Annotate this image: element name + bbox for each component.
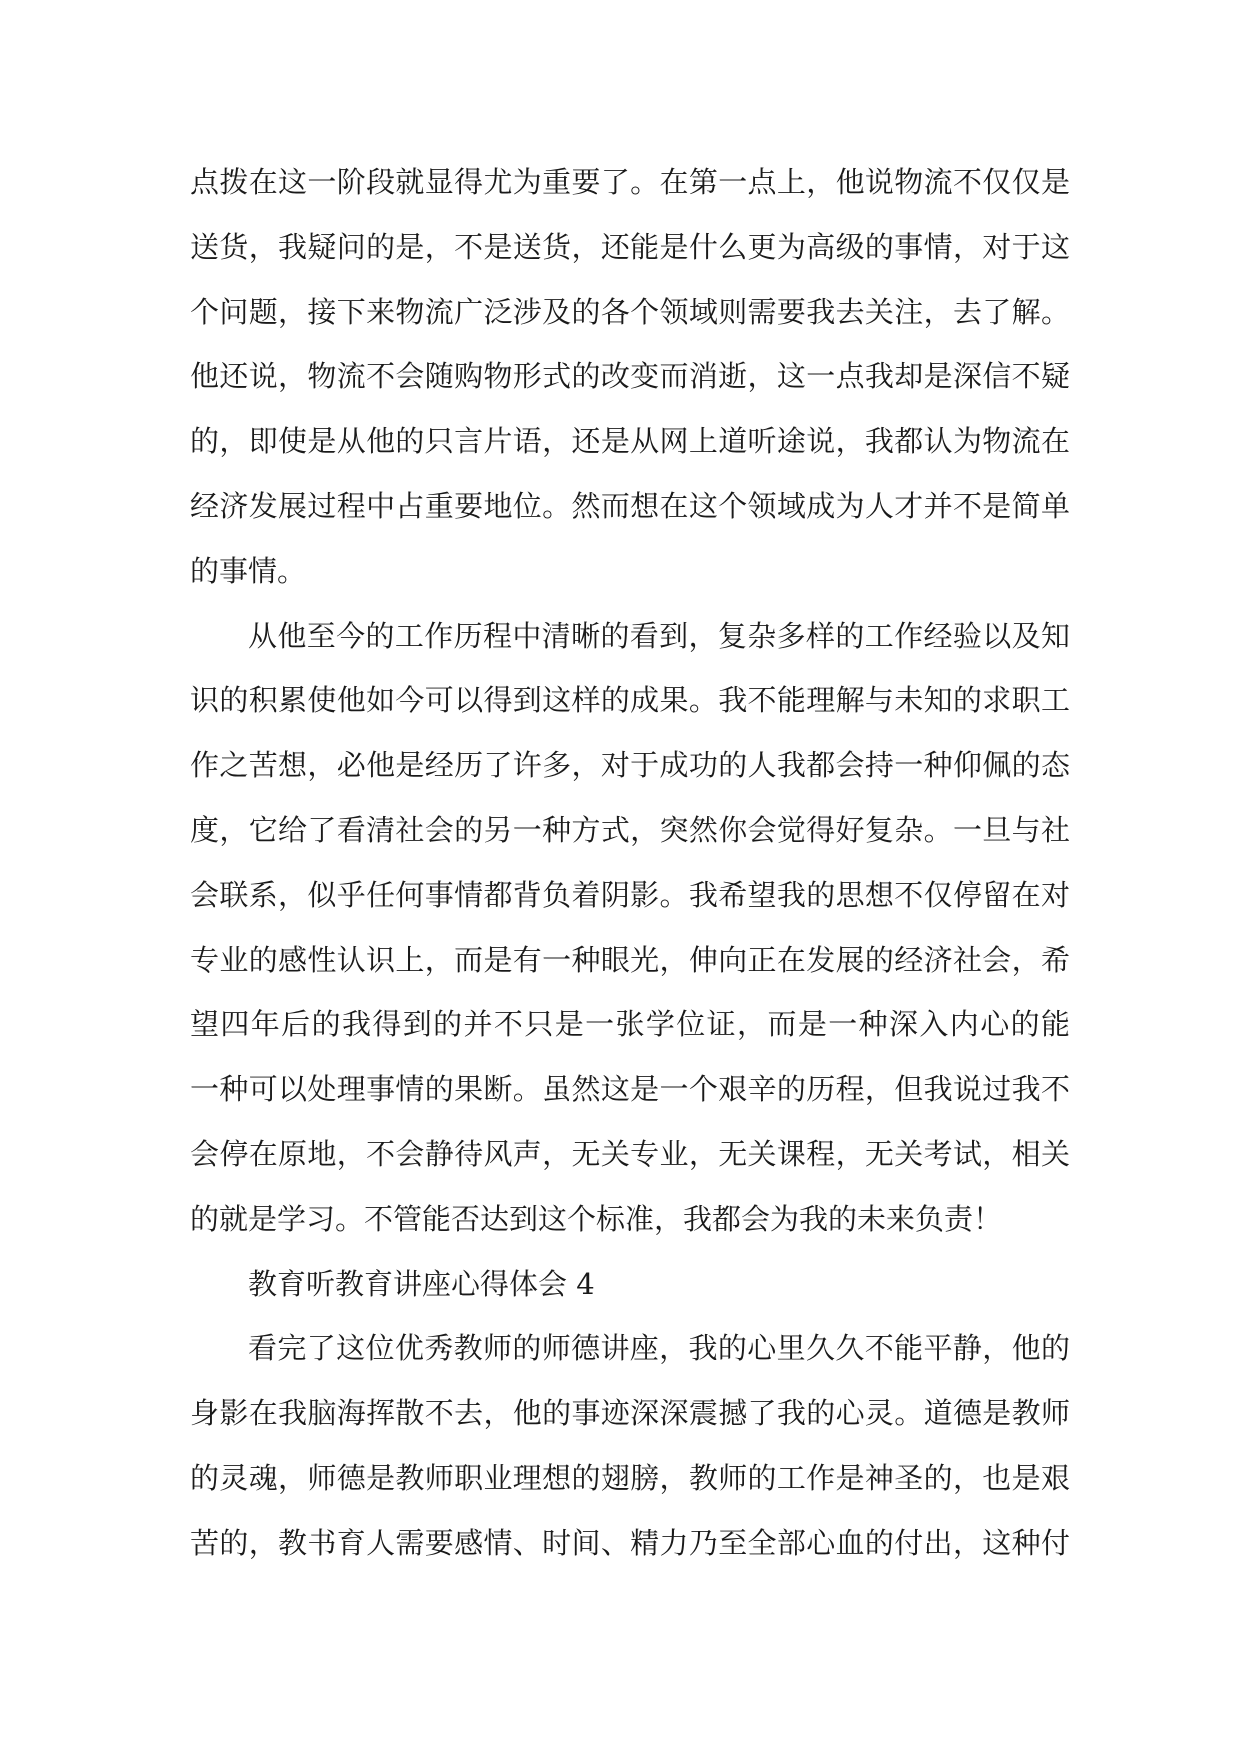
text-line: 会联系，似乎任何事情都背负着阴影。我希望我的思想不仅停留在对 [190,877,1070,912]
text-line: 的，即使是从他的只言片语，还是从网上道听途说，我都认为物流在 [190,424,1070,459]
text-line: 识的积累使他如今可以得到这样的成果。我不能理解与未知的求职工 [190,683,1070,718]
text-line: 专业的感性认识上，而是有一种眼光，伸向正在发展的经济社会，希 [190,942,1070,977]
text-line: 苦的，教书育人需要感情、时间、精力乃至全部心血的付出，这种付 [190,1525,1070,1560]
text-line: 身影在我脑海挥散不去，他的事迹深深震撼了我的心灵。道德是教师 [190,1396,1070,1431]
text-line: 望四年后的我得到的并不只是一张学位证，而是一种深入内心的能 [190,1007,1070,1042]
section-heading: 教育听教育讲座心得体会 4 [248,1266,595,1301]
text-line: 从他至今的工作历程中清晰的看到，复杂多样的工作经验以及知 [248,618,1070,653]
text-line: 度，它给了看清社会的另一种方式，突然你会觉得好复杂。一旦与社 [190,812,1070,847]
text-line: 个问题，接下来物流广泛涉及的各个领域则需要我去关注，去了解。 [190,294,1070,329]
text-line: 作之苦想，必他是经历了许多，对于成功的人我都会持一种仰佩的态 [190,748,1070,783]
text-line: 会停在原地，不会静待风声，无关专业，无关课程，无关考试，相关 [190,1136,1070,1171]
text-line: 送货，我疑问的是，不是送货，还能是什么更为高级的事情，对于这 [190,229,1070,264]
text-line: 看完了这位优秀教师的师德讲座，我的心里久久不能平静，他的 [248,1331,1070,1366]
text-line: 一种可以处理事情的果断。虽然这是一个艰辛的历程，但我说过我不 [190,1072,1070,1107]
text-line: 经济发展过程中占重要地位。然而想在这个领域成为人才并不是简单 [190,488,1070,523]
text-line: 的事情。 [190,553,307,588]
text-line: 的灵魂，师德是教师职业理想的翅膀，教师的工作是神圣的，也是艰 [190,1460,1070,1495]
text-line: 点拨在这一阶段就显得尤为重要了。在第一点上，他说物流不仅仅是 [190,165,1070,199]
text-line: 的就是学习。不管能否达到这个标准，我都会为我的未来负责！ [190,1201,1003,1236]
text-line: 他还说，物流不会随购物形式的改变而消逝，这一点我却是深信不疑 [190,359,1070,394]
document-body [190,150,1070,1576]
